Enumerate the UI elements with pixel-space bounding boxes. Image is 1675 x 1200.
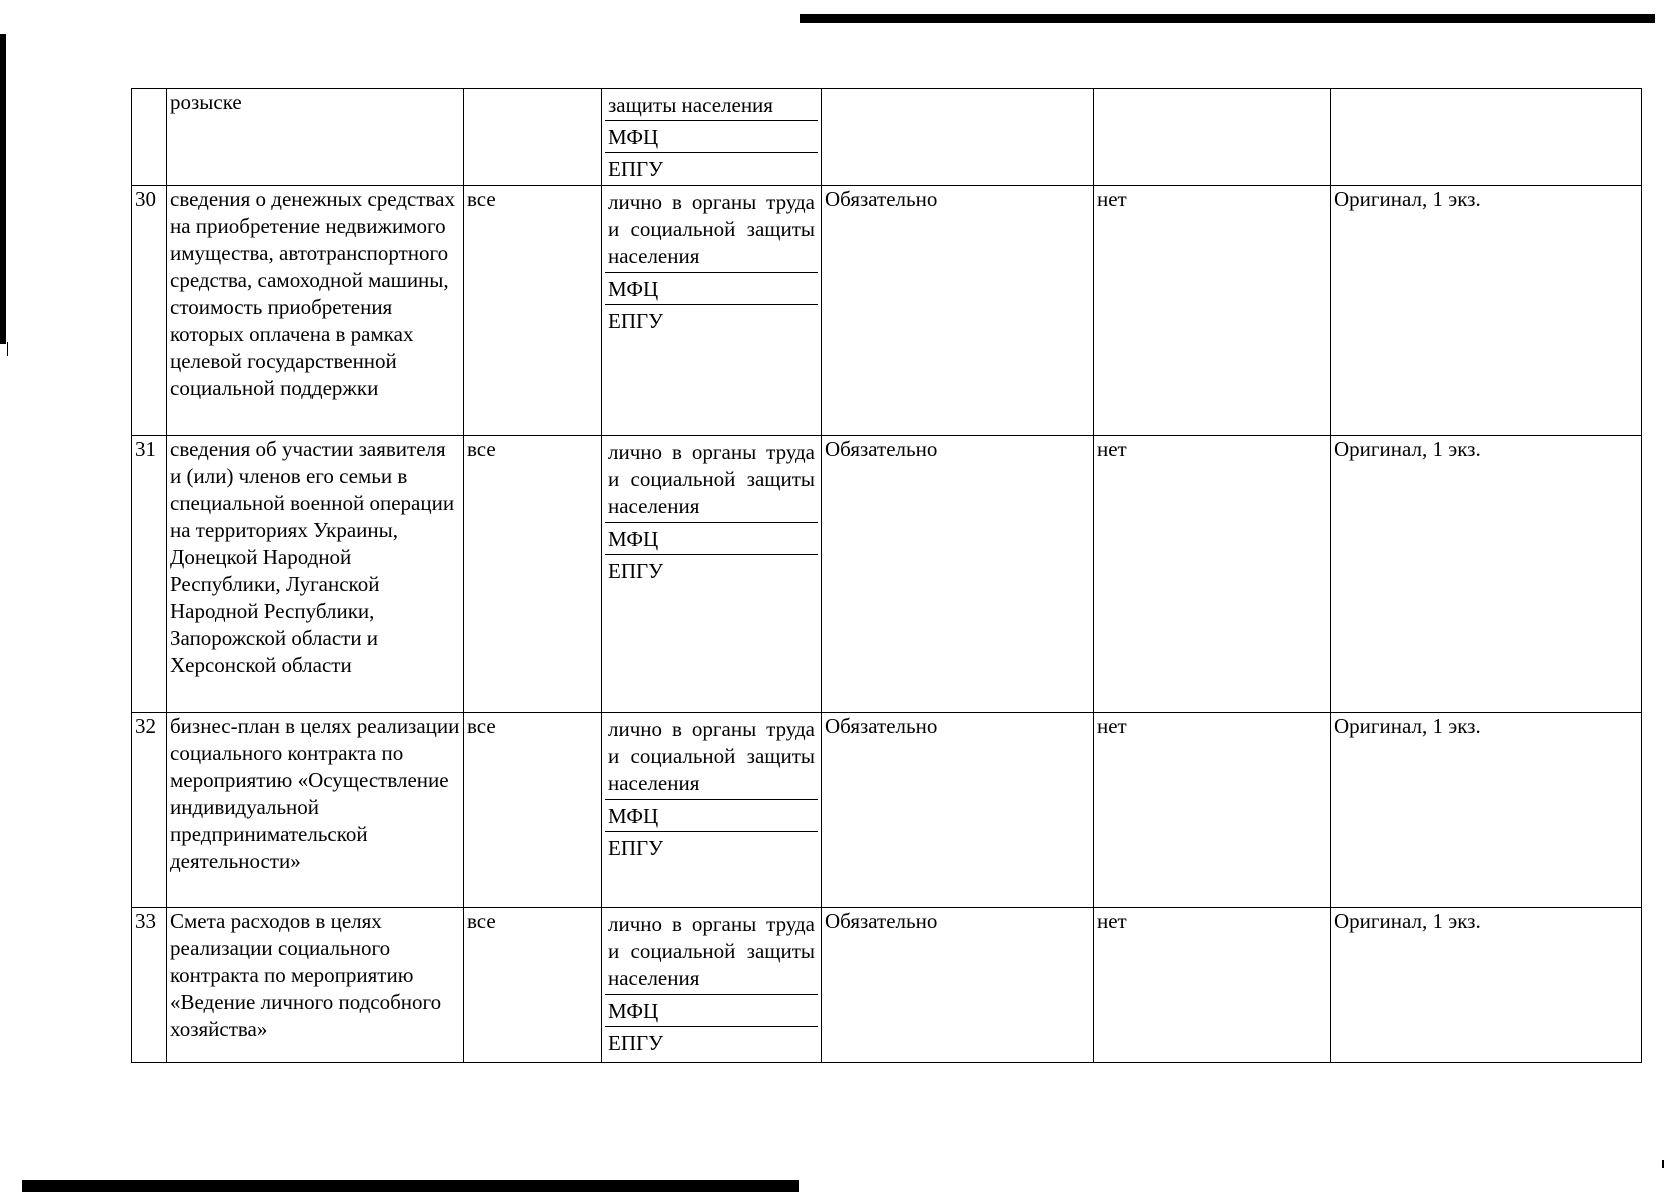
requirement: Обязательно <box>822 713 1094 908</box>
documents-table <box>131 88 1642 1063</box>
table-row <box>132 908 1642 1063</box>
scan-edge-top <box>800 14 1655 23</box>
document-form <box>1331 89 1642 186</box>
method-mfc: МФЦ <box>605 273 818 305</box>
method-mfc: МФЦ <box>605 121 818 153</box>
document-name: сведения о денежных средствах на приобретение недвижимого имущества, автотранспортного средства, самоходной машины, стоимость приобретения которых оплачена в рамках целевой государственной социальной поддержки <box>167 186 464 436</box>
flag: нет <box>1094 436 1331 713</box>
document-name: розыске <box>167 89 464 186</box>
applicant-category: все <box>464 908 602 1063</box>
scan-edge-left <box>0 34 6 344</box>
method-mfc: МФЦ <box>605 995 818 1027</box>
submission-methods <box>602 89 822 186</box>
row-number: 31 <box>132 436 167 713</box>
row-number: 30 <box>132 186 167 436</box>
document-form: Оригинал, 1 экз. <box>1331 713 1642 908</box>
document-name: бизнес-план в целях реализации социального контракта по мероприятию «Осуществление индивидуальной предпринимательской деятельности» <box>167 713 464 908</box>
method-mfc: МФЦ <box>605 523 818 555</box>
document-name: Смета расходов в целях реализации социального контракта по мероприятию «Ведение личного подсобного хозяйства» <box>167 908 464 1063</box>
method-organ: лично в органы труда и социальной защиты населения <box>605 436 818 523</box>
flag: нет <box>1094 713 1331 908</box>
scan-mark-right <box>1662 1160 1664 1168</box>
submission-methods <box>602 908 822 1063</box>
requirement <box>822 89 1094 186</box>
document-name: сведения об участии заявителя и (или) членов его семьи в специальной военной операции на территориях Украины, Донецкой Народной Республики, Луганской Народной Республики, Запорожской области и Херсонской области <box>167 436 464 713</box>
method-organ: защиты населения <box>605 89 818 121</box>
method-epgu: ЕПГУ <box>608 309 664 333</box>
applicant-category: все <box>464 436 602 713</box>
document-form: Оригинал, 1 экз. <box>1331 436 1642 713</box>
table-row <box>132 713 1642 908</box>
requirement: Обязательно <box>822 186 1094 436</box>
document-form: Оригинал, 1 экз. <box>1331 908 1642 1063</box>
flag: нет <box>1094 908 1331 1063</box>
scan-edge-bottom <box>22 1180 799 1192</box>
applicant-category: все <box>464 186 602 436</box>
method-organ: лично в органы труда и социальной защиты населения <box>605 186 818 273</box>
submission-methods <box>602 186 822 436</box>
requirement: Обязательно <box>822 436 1094 713</box>
applicant-category: все <box>464 713 602 908</box>
applicant-category <box>464 89 602 186</box>
scan-mark-left <box>7 342 8 356</box>
method-epgu: ЕПГУ <box>608 559 664 583</box>
table-row <box>132 186 1642 436</box>
method-epgu: ЕПГУ <box>608 1031 664 1055</box>
row-number: 33 <box>132 908 167 1063</box>
document-form: Оригинал, 1 экз. <box>1331 186 1642 436</box>
requirement: Обязательно <box>822 908 1094 1063</box>
row-number <box>132 89 167 186</box>
method-epgu: ЕПГУ <box>608 157 664 181</box>
method-organ: лично в органы труда и социальной защиты населения <box>605 908 818 995</box>
flag: нет <box>1094 186 1331 436</box>
flag <box>1094 89 1331 186</box>
row-number: 32 <box>132 713 167 908</box>
submission-methods <box>602 713 822 908</box>
table-row <box>132 436 1642 713</box>
submission-methods <box>602 436 822 713</box>
method-organ: лично в органы труда и социальной защиты населения <box>605 713 818 800</box>
table-row-continuation <box>132 89 1642 186</box>
method-epgu: ЕПГУ <box>608 836 664 860</box>
method-mfc: МФЦ <box>605 800 818 832</box>
